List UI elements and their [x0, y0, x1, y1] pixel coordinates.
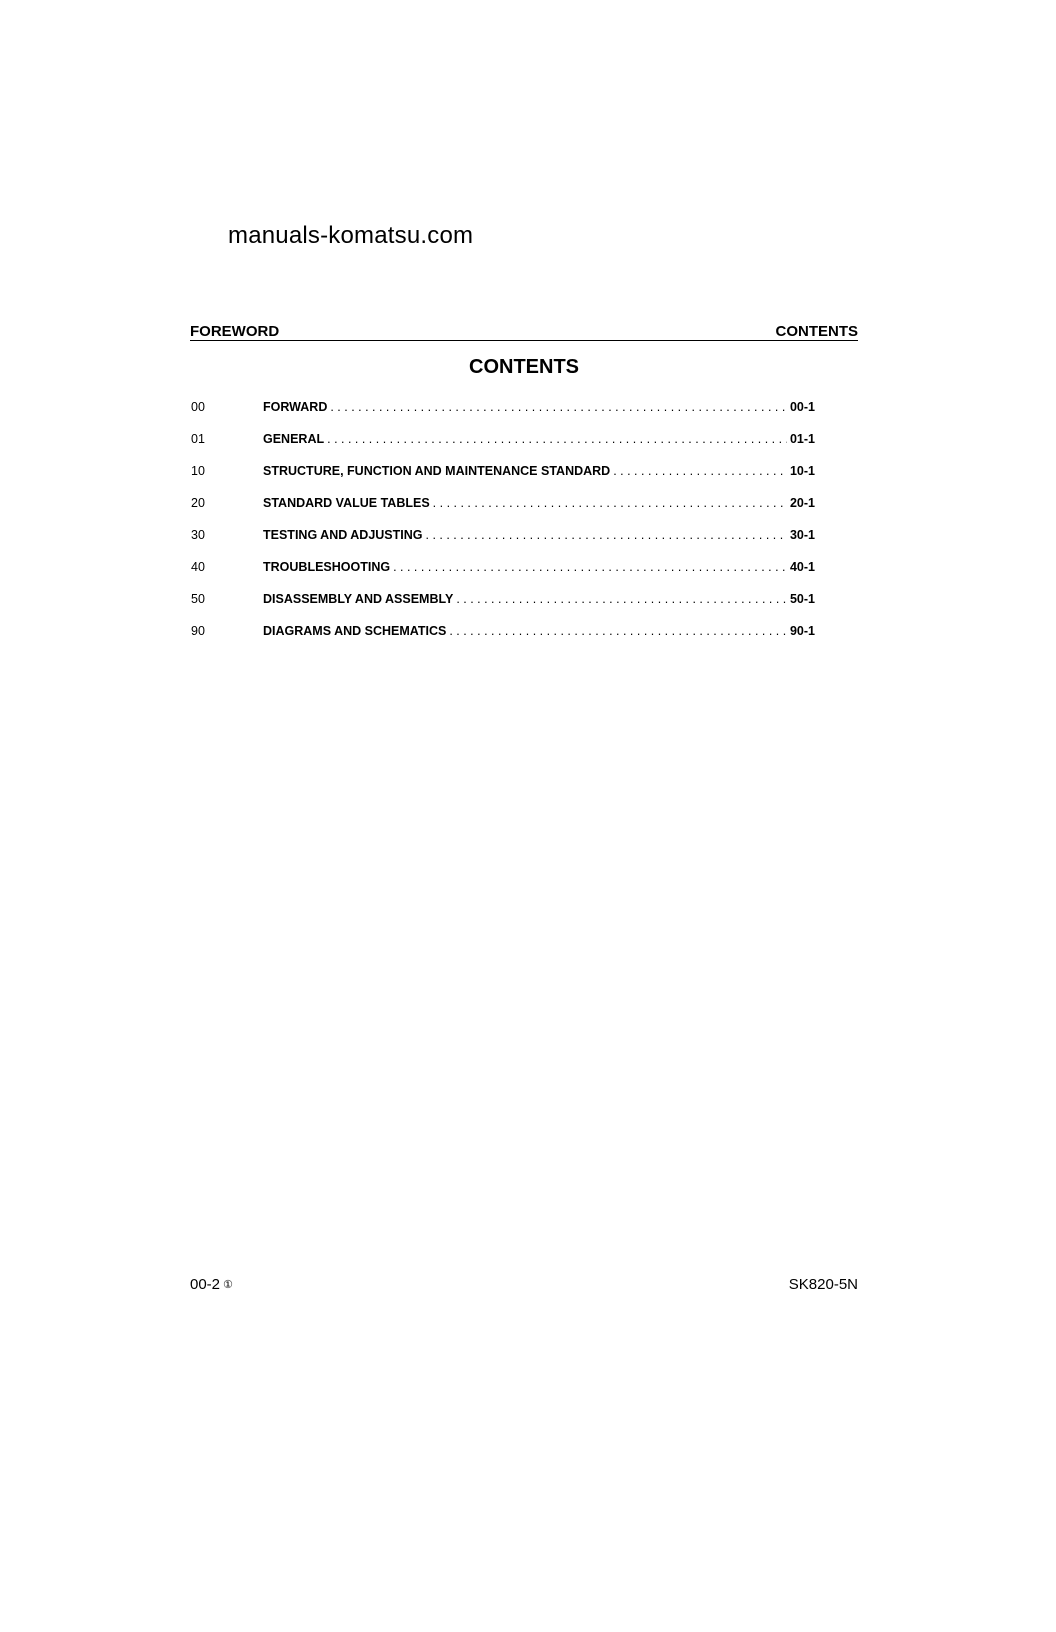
toc-item-entry	[263, 560, 815, 574]
toc-item-general[interactable]	[191, 426, 815, 458]
watermark-text: manuals-komatsu.com	[228, 222, 474, 249]
toc-leader-dots	[327, 432, 787, 446]
toc-item-label: DIAGRAMS AND SCHEMATICS	[263, 624, 447, 638]
toc-item-page: 00-1	[789, 400, 815, 414]
toc-item-page: 01-1	[789, 432, 815, 446]
header-chapter-title: CONTENTS	[775, 323, 858, 340]
toc-item-number: 10	[191, 464, 205, 478]
revision-mark-icon: ①	[223, 1279, 233, 1291]
toc-item-entry	[263, 496, 815, 510]
toc-item-troubleshooting[interactable]	[191, 554, 815, 586]
page-title: CONTENTS	[469, 356, 579, 378]
page-number-text: 00-2	[190, 1276, 221, 1293]
toc-item-diagrams-and-schematics[interactable]	[191, 618, 815, 650]
toc-item-page: 40-1	[789, 560, 815, 574]
toc-leader-dots	[456, 592, 787, 606]
toc-leader-dots	[449, 624, 787, 638]
toc-item-number: 20	[191, 496, 205, 510]
table-of-contents	[191, 394, 815, 650]
toc-item-testing-and-adjusting[interactable]	[191, 522, 815, 554]
header-section-title: FOREWORD	[190, 323, 280, 340]
toc-leader-dots	[433, 496, 787, 510]
toc-leader-dots	[393, 560, 787, 574]
toc-item-number: 30	[191, 528, 205, 542]
toc-item-entry	[263, 624, 815, 638]
toc-item-number: 50	[191, 592, 205, 606]
toc-item-number: 00	[191, 400, 205, 414]
toc-leader-dots	[426, 528, 787, 542]
toc-item-number: 90	[191, 624, 205, 638]
toc-item-page: 20-1	[789, 496, 815, 510]
footer-page-number	[190, 1276, 233, 1293]
toc-item-label: FORWARD	[263, 400, 328, 414]
toc-item-standard-value-tables[interactable]	[191, 490, 815, 522]
toc-item-entry	[263, 432, 815, 446]
toc-item-page: 10-1	[789, 464, 815, 478]
toc-item-page: 90-1	[789, 624, 815, 638]
toc-item-page: 30-1	[789, 528, 815, 542]
toc-item-entry	[263, 592, 815, 606]
toc-item-entry	[263, 400, 815, 414]
toc-item-label: STRUCTURE, FUNCTION AND MAINTENANCE STANDARD	[263, 464, 611, 478]
toc-item-entry	[263, 464, 815, 478]
toc-item-label: TROUBLESHOOTING	[263, 560, 391, 574]
footer-model-code: SK820-5N	[788, 1276, 858, 1293]
toc-item-page: 50-1	[789, 592, 815, 606]
toc-item-forward[interactable]	[191, 394, 815, 426]
toc-item-disassembly-and-assembly[interactable]	[191, 586, 815, 618]
toc-item-label: DISASSEMBLY AND ASSEMBLY	[263, 592, 454, 606]
toc-item-label: TESTING AND ADJUSTING	[263, 528, 423, 542]
toc-item-number: 01	[191, 432, 205, 446]
toc-item-label: STANDARD VALUE TABLES	[263, 496, 430, 510]
toc-item-label: GENERAL	[263, 432, 325, 446]
page-header	[190, 320, 858, 341]
toc-leader-dots	[613, 464, 787, 478]
toc-item-entry	[263, 528, 815, 542]
toc-item-structure[interactable]	[191, 458, 815, 490]
toc-item-number: 40	[191, 560, 205, 574]
toc-leader-dots	[330, 400, 787, 414]
